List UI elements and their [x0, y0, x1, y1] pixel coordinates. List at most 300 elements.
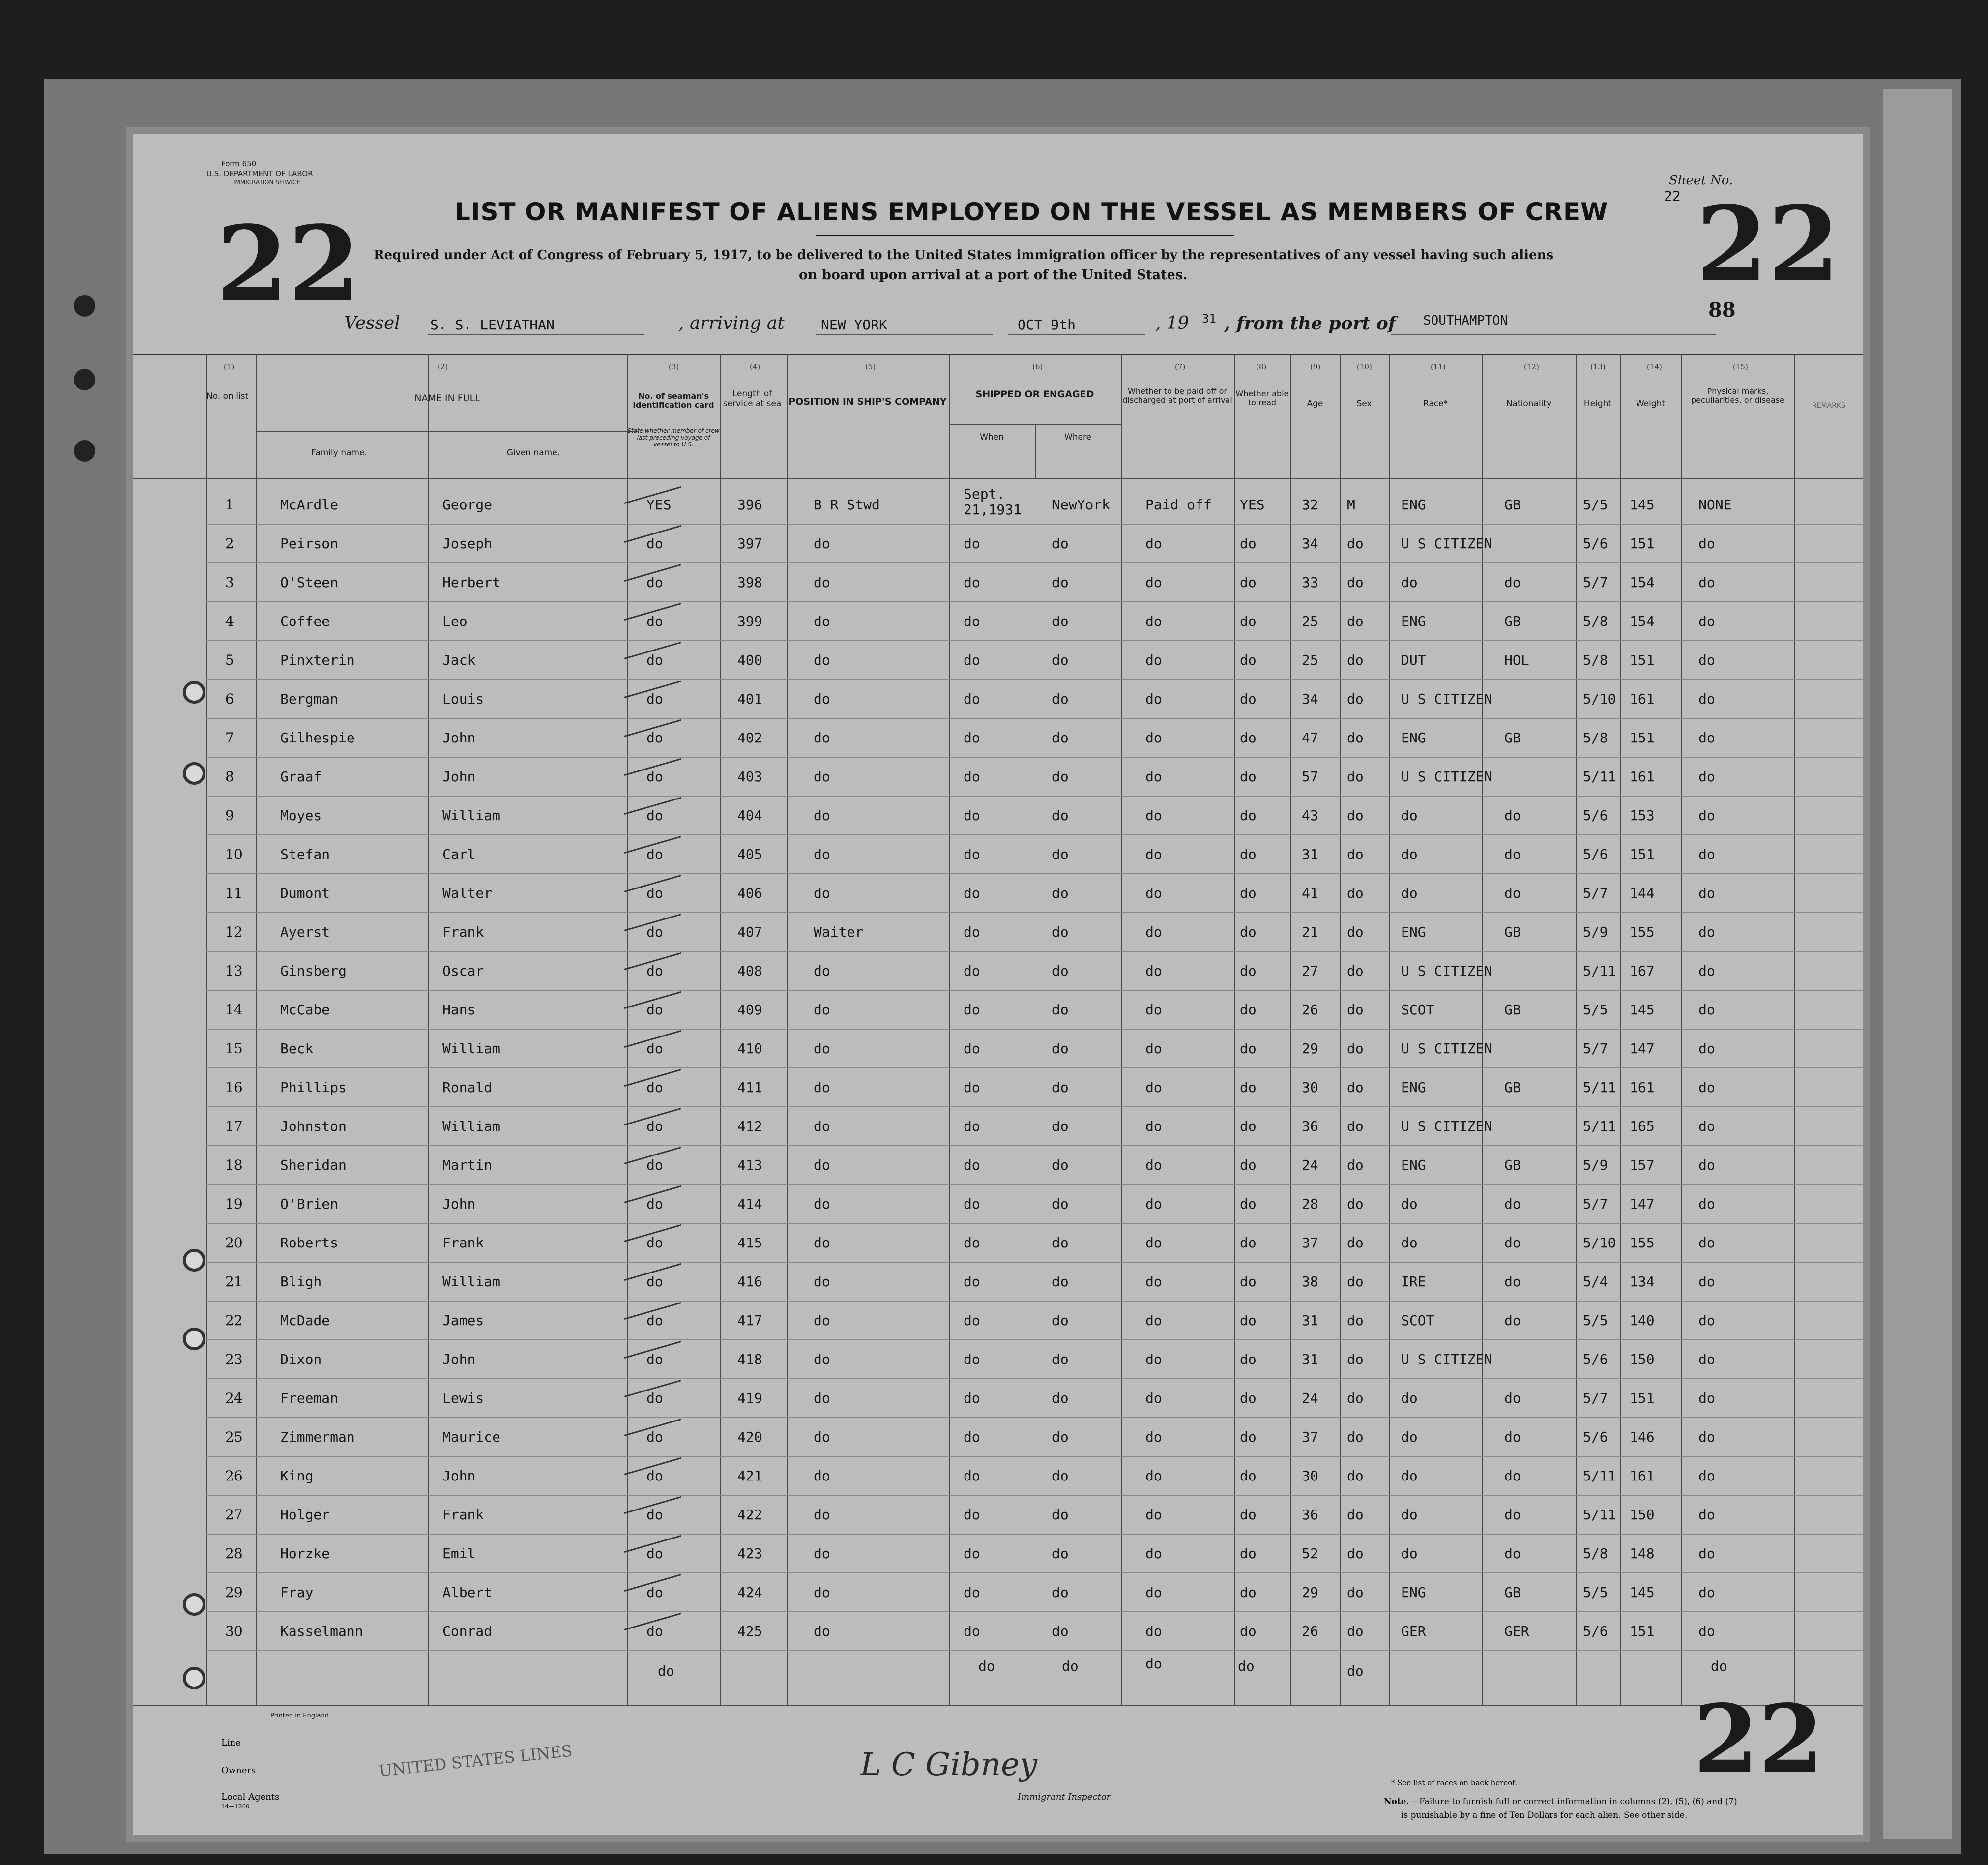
cell-no: 13: [225, 963, 243, 979]
cell-read: do: [1240, 846, 1257, 862]
cell-weight: 151: [1630, 846, 1655, 862]
cell-read: do: [1240, 1351, 1257, 1367]
cell-no: 1: [225, 497, 234, 513]
cell-position: do: [814, 1079, 830, 1095]
row-rule: [206, 1417, 1863, 1418]
cell-sex: do: [1347, 1312, 1364, 1329]
cell-sex: do: [1347, 1079, 1364, 1095]
cell-sex: do: [1347, 1235, 1364, 1251]
cell-given: Albert: [442, 1584, 493, 1600]
cell-paid: do: [1145, 1273, 1162, 1290]
cell-position: do: [814, 691, 830, 707]
departure-port: SOUTHAMPTON: [1423, 313, 1508, 328]
row-rule: [206, 912, 1863, 913]
big-sheet-number-left: 22: [216, 203, 360, 325]
year-suffix: 31: [1202, 312, 1216, 326]
inspector-label: Immigrant Inspector.: [1018, 1792, 1113, 1802]
cell-paid: do: [1145, 613, 1162, 629]
column-divider: [1290, 354, 1291, 1706]
row-rule: [206, 1534, 1863, 1535]
cell-paid: do: [1145, 1002, 1162, 1018]
cell-height: 5/6: [1583, 535, 1608, 552]
cell-read: do: [1240, 1390, 1257, 1406]
cell-family: Coffee: [280, 613, 330, 629]
page-number: 88: [1708, 298, 1736, 322]
cell-when1: do: [964, 1429, 980, 1445]
cell-no: 27: [225, 1507, 243, 1523]
cell-when1: do: [964, 535, 980, 552]
cell-weight: 151: [1630, 730, 1655, 746]
cell-nat: GB: [1504, 730, 1521, 746]
cell-race: U S CITIZEN: [1401, 691, 1492, 707]
cell-height: 5/5: [1583, 1584, 1608, 1600]
cell-marks: do: [1698, 885, 1715, 901]
cell-age: 34: [1302, 691, 1318, 707]
cell-race: ENG: [1401, 1157, 1426, 1173]
cell-paid: do: [1145, 535, 1162, 552]
cell-height: 5/8: [1583, 730, 1608, 746]
cell-position: do: [814, 1118, 830, 1134]
cell-nat: GB: [1504, 1002, 1521, 1018]
sheet-label: Sheet No.: [1669, 173, 1733, 188]
cell-read: do: [1240, 574, 1257, 591]
cell-paid: do: [1145, 691, 1162, 707]
cell-nat: do: [1504, 1468, 1521, 1484]
cell-given: William: [442, 1040, 501, 1057]
cell-marks: do: [1698, 1273, 1715, 1290]
cell-where: do: [1052, 1079, 1069, 1095]
cell-read: do: [1240, 885, 1257, 901]
cell-age: 31: [1302, 846, 1318, 862]
cell-when1: do: [964, 730, 980, 746]
column-divider: [1620, 354, 1621, 1706]
cell-given: Conrad: [442, 1623, 493, 1639]
cell-read: do: [1240, 691, 1257, 707]
row-rule: [206, 796, 1863, 797]
cell-service: 417: [737, 1312, 762, 1329]
cell-nat: do: [1504, 1545, 1521, 1562]
cell-race: do: [1401, 1235, 1418, 1251]
extra-marks: do: [1711, 1658, 1727, 1674]
cell-no: 22: [225, 1312, 243, 1329]
cell-sex: do: [1347, 1118, 1364, 1134]
cell-nat: do: [1504, 1312, 1521, 1329]
cell-nat: GB: [1504, 613, 1521, 629]
cell-read: do: [1240, 807, 1257, 824]
arrival-port: NEW YORK: [821, 317, 887, 333]
cell-read: do: [1240, 1235, 1257, 1251]
cell-when1: do: [964, 885, 980, 901]
cell-height: 5/11: [1583, 1079, 1616, 1095]
header-id-card-note: State whether member of crew last preceding voyage of vessel to U.S.: [627, 427, 720, 448]
cell-card: do: [646, 1002, 663, 1018]
extra-paid: do: [1145, 1656, 1162, 1672]
cell-service: 420: [737, 1429, 762, 1445]
cell-marks: do: [1698, 1118, 1715, 1134]
header-read: Whether able to read: [1235, 389, 1289, 408]
cell-position: do: [814, 963, 830, 979]
line-label: Line: [221, 1738, 241, 1748]
cell-weight: 165: [1630, 1118, 1655, 1134]
lines-stamp: UNITED STATES LINES: [378, 1741, 573, 1780]
cell-card: do: [646, 846, 663, 862]
cell-weight: 161: [1630, 691, 1655, 707]
cell-given: Louis: [442, 691, 484, 707]
binder-hole: [183, 1667, 205, 1689]
cell-family: O'Steen: [280, 574, 339, 591]
cell-weight: 145: [1630, 1584, 1655, 1600]
cell-height: 5/8: [1583, 613, 1608, 629]
date-underline: [1008, 334, 1145, 335]
cell-where: NewYork: [1052, 497, 1111, 513]
cell-age: 41: [1302, 885, 1318, 901]
binder-hole: [183, 1249, 205, 1272]
cell-when1: do: [964, 1157, 980, 1173]
cell-nat: GB: [1504, 1079, 1521, 1095]
cell-given: James: [442, 1312, 484, 1329]
cell-where: do: [1052, 846, 1069, 862]
column-number: (8): [1256, 362, 1267, 371]
cell-paid: do: [1145, 574, 1162, 591]
header-age: Age: [1307, 399, 1323, 409]
header-family-name: Family name.: [311, 448, 367, 458]
binder-hole: [74, 369, 95, 390]
column-divider: [1234, 354, 1235, 1706]
cell-given: Joseph: [442, 535, 493, 552]
cell-family: Zimmerman: [280, 1429, 355, 1445]
cell-position: do: [814, 846, 830, 862]
cell-where: do: [1052, 1118, 1069, 1134]
row-rule: [206, 1378, 1863, 1379]
cell-where: do: [1052, 1273, 1069, 1290]
cell-marks: do: [1698, 1545, 1715, 1562]
cell-nat: GB: [1504, 1584, 1521, 1600]
cell-race: ENG: [1401, 730, 1426, 746]
cell-when1: do: [964, 1273, 980, 1290]
row-rule: [206, 640, 1863, 641]
cell-paid: Paid off: [1145, 497, 1212, 513]
cell-given: William: [442, 1273, 501, 1290]
cell-race: IRE: [1401, 1273, 1426, 1290]
cell-weight: 145: [1630, 497, 1655, 513]
header-subdivider: [256, 431, 639, 432]
cell-given: William: [442, 807, 501, 824]
cell-sex: do: [1347, 1468, 1364, 1484]
row-rule: [206, 990, 1863, 991]
cell-family: Moyes: [280, 807, 322, 824]
cell-when1: do: [964, 807, 980, 824]
cell-no: 26: [225, 1468, 243, 1484]
note-label: Note.: [1384, 1797, 1409, 1806]
cell-where: do: [1052, 1040, 1069, 1057]
cell-height: 5/6: [1583, 1429, 1608, 1445]
cell-card: do: [646, 535, 663, 552]
cell-height: 5/11: [1583, 1118, 1616, 1134]
vessel-label: Vessel: [344, 313, 400, 333]
cell-paid: do: [1145, 807, 1162, 824]
cell-service: 421: [737, 1468, 762, 1484]
cell-no: 17: [225, 1118, 243, 1134]
row-rule: [206, 1495, 1863, 1496]
cell-sex: do: [1347, 1623, 1364, 1639]
cell-family: Sheridan: [280, 1157, 347, 1173]
cell-nat: do: [1504, 1507, 1521, 1523]
cell-when1: do: [964, 691, 980, 707]
cell-marks: do: [1698, 807, 1715, 824]
column-number: (14): [1647, 362, 1662, 371]
cell-card: do: [646, 652, 663, 668]
cell-no: 16: [225, 1079, 243, 1095]
cell-nat: do: [1504, 885, 1521, 901]
cell-marks: do: [1698, 1507, 1715, 1523]
cell-card: do: [646, 1545, 663, 1562]
row-rule: [206, 524, 1863, 525]
cell-marks: do: [1698, 1312, 1715, 1329]
cell-service: 398: [737, 574, 762, 591]
cell-marks: do: [1698, 730, 1715, 746]
cell-weight: 155: [1630, 1235, 1655, 1251]
cell-no: 29: [225, 1584, 243, 1600]
cell-height: 5/7: [1583, 1196, 1608, 1212]
cell-age: 34: [1302, 535, 1318, 552]
cell-where: do: [1052, 1584, 1069, 1600]
arrival-date: OCT 9th: [1018, 317, 1076, 333]
cell-sex: do: [1347, 1429, 1364, 1445]
cell-where: do: [1052, 1196, 1069, 1212]
cell-no: 11: [225, 885, 243, 901]
cell-paid: do: [1145, 1351, 1162, 1367]
cell-where: do: [1052, 574, 1069, 591]
row-rule: [206, 679, 1863, 680]
cell-given: Martin: [442, 1157, 493, 1173]
cell-service: 400: [737, 652, 762, 668]
cell-card: do: [646, 1507, 663, 1523]
cell-when1: do: [964, 1196, 980, 1212]
cell-position: do: [814, 1351, 830, 1367]
cell-family: Peirson: [280, 535, 339, 552]
cell-family: King: [280, 1468, 314, 1484]
cell-nat: do: [1504, 1196, 1521, 1212]
cell-height: 5/11: [1583, 1507, 1616, 1523]
cell-no: 15: [225, 1040, 243, 1057]
cell-where: do: [1052, 1002, 1069, 1018]
cell-race: U S CITIZEN: [1401, 1040, 1492, 1057]
cell-sex: do: [1347, 652, 1364, 668]
cell-card: do: [646, 924, 663, 940]
cell-given: John: [442, 1196, 476, 1212]
cell-race: ENG: [1401, 1079, 1426, 1095]
cell-when1: do: [964, 1235, 980, 1251]
cell-position: do: [814, 1157, 830, 1173]
cell-sex: do: [1347, 1584, 1364, 1600]
cell-race: U S CITIZEN: [1401, 769, 1492, 785]
printed-note: Printed in England.: [270, 1712, 331, 1719]
subtitle-line2: on board upon arrival at a port of the United States.: [799, 267, 1188, 283]
cell-weight: 134: [1630, 1273, 1655, 1290]
back-sheet-edge: [1883, 89, 1952, 1839]
cell-marks: do: [1698, 691, 1715, 707]
cell-when1: do: [964, 1545, 980, 1562]
cell-position: do: [814, 1468, 830, 1484]
cell-card: do: [646, 885, 663, 901]
cell-age: 31: [1302, 1312, 1318, 1329]
cell-where: do: [1052, 1468, 1069, 1484]
cell-sex: do: [1347, 1507, 1364, 1523]
cell-weight: 153: [1630, 807, 1655, 824]
cell-given: Leo: [442, 613, 468, 629]
column-divider: [1681, 354, 1682, 1706]
from-port-label: , from the port of: [1224, 313, 1396, 334]
cell-family: O'Brien: [280, 1196, 339, 1212]
cell-race: ENG: [1401, 613, 1426, 629]
cell-height: 5/7: [1583, 1390, 1608, 1406]
row-rule: [206, 834, 1863, 835]
cell-where: do: [1052, 1157, 1069, 1173]
cell-nat: HOL: [1504, 652, 1529, 668]
cell-height: 5/7: [1583, 574, 1608, 591]
cell-race: do: [1401, 1507, 1418, 1523]
arriving-label: , arriving at: [678, 313, 785, 333]
cell-card: do: [646, 807, 663, 824]
cell-read: do: [1240, 1468, 1257, 1484]
cell-service: 397: [737, 535, 762, 552]
cell-height: 5/4: [1583, 1273, 1608, 1290]
cell-service: 410: [737, 1040, 762, 1057]
cell-marks: do: [1698, 924, 1715, 940]
cell-position: do: [814, 1002, 830, 1018]
cell-marks: NONE: [1698, 497, 1732, 513]
cell-family: McCabe: [280, 1002, 330, 1018]
local-agents-label: Local Agents: [221, 1792, 280, 1802]
cell-age: 28: [1302, 1196, 1318, 1212]
binder-hole: [74, 440, 95, 462]
cell-card: do: [646, 963, 663, 979]
cell-weight: 147: [1630, 1040, 1655, 1057]
cell-given: Jack: [442, 652, 476, 668]
cell-read: do: [1240, 1507, 1257, 1523]
cell-height: 5/5: [1583, 1312, 1608, 1329]
cell-sex: do: [1347, 846, 1364, 862]
column-divider: [1389, 354, 1390, 1706]
cell-age: 47: [1302, 730, 1318, 746]
cell-read: YES: [1240, 497, 1265, 513]
cell-service: 412: [737, 1118, 762, 1134]
column-divider: [1576, 354, 1577, 1706]
cell-age: 57: [1302, 769, 1318, 785]
cell-paid: do: [1145, 1623, 1162, 1639]
cell-age: 36: [1302, 1118, 1318, 1134]
cell-when1: do: [964, 1118, 980, 1134]
cell-family: Freeman: [280, 1390, 339, 1406]
cell-race: do: [1401, 846, 1418, 862]
column-divider: [1482, 354, 1483, 1706]
cell-card: do: [646, 1623, 663, 1639]
header-length-service: Length of service at sea: [723, 389, 782, 409]
note-text-2: is punishable by a fine of Ten Dollars for each alien. See other side.: [1401, 1810, 1688, 1820]
cell-weight: 151: [1630, 1623, 1655, 1639]
cell-nat: do: [1504, 1273, 1521, 1290]
cell-given: Frank: [442, 1235, 484, 1251]
cell-sex: do: [1347, 1273, 1364, 1290]
column-number: (15): [1733, 362, 1748, 371]
sheet-number-small: 22: [1664, 188, 1681, 204]
cell-height: 5/6: [1583, 807, 1608, 824]
cell-no: 6: [225, 691, 234, 707]
cell-weight: 151: [1630, 535, 1655, 552]
cell-service: 424: [737, 1584, 762, 1600]
cell-card: do: [646, 574, 663, 591]
cell-age: 26: [1302, 1623, 1318, 1639]
cell-race: do: [1401, 807, 1418, 824]
cell-where: do: [1052, 613, 1069, 629]
cell-when1: do: [964, 1468, 980, 1484]
cell-marks: do: [1698, 574, 1715, 591]
cell-race: U S CITIZEN: [1401, 1351, 1492, 1367]
cell-weight: 161: [1630, 769, 1655, 785]
cell-service: 422: [737, 1507, 762, 1523]
cell-given: George: [442, 497, 493, 513]
form-number: Form 650: [221, 159, 257, 168]
cell-family: Ayerst: [280, 924, 330, 940]
cell-marks: do: [1698, 535, 1715, 552]
cell-position: do: [814, 1429, 830, 1445]
cell-where: do: [1052, 1507, 1069, 1523]
cell-position: do: [814, 885, 830, 901]
agents-code: 14—1260: [221, 1803, 250, 1810]
cell-sex: do: [1347, 1196, 1364, 1212]
row-rule: [206, 1145, 1863, 1146]
cell-read: do: [1240, 963, 1257, 979]
cell-card: do: [646, 1079, 663, 1095]
cell-age: 33: [1302, 574, 1318, 591]
cell-where: do: [1052, 1235, 1069, 1251]
cell-service: 406: [737, 885, 762, 901]
cell-card: do: [646, 613, 663, 629]
cell-age: 24: [1302, 1390, 1318, 1406]
cell-weight: 157: [1630, 1157, 1655, 1173]
cell-family: Roberts: [280, 1235, 339, 1251]
cell-read: do: [1240, 1040, 1257, 1057]
cell-service: 413: [737, 1157, 762, 1173]
cell-card: do: [646, 1429, 663, 1445]
cell-paid: do: [1145, 1545, 1162, 1562]
cell-weight: 154: [1630, 613, 1655, 629]
cell-no: 21: [225, 1273, 243, 1290]
cell-paid: do: [1145, 1429, 1162, 1445]
cell-where: do: [1052, 652, 1069, 668]
cell-when1: do: [964, 613, 980, 629]
cell-service: 411: [737, 1079, 762, 1095]
cell-sex: do: [1347, 1390, 1364, 1406]
row-rule: [206, 873, 1863, 874]
cell-where: do: [1052, 535, 1069, 552]
cell-paid: do: [1145, 1196, 1162, 1212]
cell-where: do: [1052, 1623, 1069, 1639]
cell-marks: do: [1698, 1040, 1715, 1057]
cell-race: do: [1401, 574, 1418, 591]
cell-card: do: [646, 1273, 663, 1290]
note-text: —Failure to furnish full or correct information in columns (2), (5), (6) and (7): [1411, 1797, 1737, 1806]
year-prefix: , 19: [1155, 313, 1189, 333]
cell-sex: do: [1347, 1545, 1364, 1562]
cell-position: do: [814, 1390, 830, 1406]
cell-sex: do: [1347, 535, 1364, 552]
cell-no: 5: [225, 652, 234, 668]
header-position: POSITION IN SHIP'S COMPANY: [789, 396, 947, 407]
cell-given: John: [442, 1468, 476, 1484]
cell-height: 5/6: [1583, 1351, 1608, 1367]
cell-race: U S CITIZEN: [1401, 535, 1492, 552]
